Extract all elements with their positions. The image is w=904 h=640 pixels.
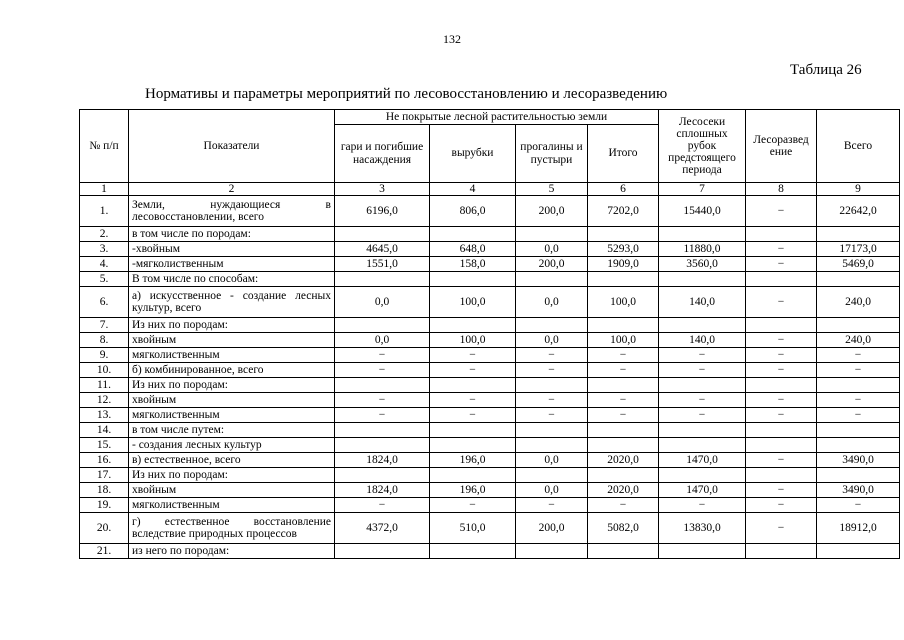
row-value bbox=[588, 438, 659, 453]
row-value bbox=[335, 227, 430, 242]
row-value: 13830,0 bbox=[659, 513, 746, 544]
row-value: − bbox=[335, 348, 430, 363]
table-row bbox=[80, 438, 900, 453]
row-number: 17. bbox=[80, 468, 129, 483]
row-label: мягколиственным bbox=[129, 348, 335, 363]
row-value: 0,0 bbox=[516, 242, 588, 257]
row-value: − bbox=[516, 408, 588, 423]
row-value: − bbox=[746, 408, 817, 423]
row-value: 3490,0 bbox=[817, 483, 900, 498]
row-value: − bbox=[430, 363, 516, 378]
table-row bbox=[80, 468, 900, 483]
row-number: 1. bbox=[80, 196, 129, 227]
column-number: 2 bbox=[129, 183, 335, 196]
row-value: 140,0 bbox=[659, 333, 746, 348]
row-value: 240,0 bbox=[817, 287, 900, 318]
header-unforested-lands: Не покрытые лесной растительностью земли bbox=[335, 110, 659, 125]
table-row bbox=[80, 513, 900, 544]
row-value bbox=[588, 468, 659, 483]
row-value: 1470,0 bbox=[659, 453, 746, 468]
row-value: 5469,0 bbox=[817, 257, 900, 272]
row-value: 5082,0 bbox=[588, 513, 659, 544]
row-value: − bbox=[817, 408, 900, 423]
row-value: − bbox=[746, 453, 817, 468]
row-value: − bbox=[746, 513, 817, 544]
row-value: − bbox=[746, 287, 817, 318]
row-value bbox=[746, 468, 817, 483]
row-value: 196,0 bbox=[430, 483, 516, 498]
row-value bbox=[516, 378, 588, 393]
row-number: 9. bbox=[80, 348, 129, 363]
row-value: 18912,0 bbox=[817, 513, 900, 544]
row-value: 1470,0 bbox=[659, 483, 746, 498]
row-number: 7. bbox=[80, 318, 129, 333]
page-number: 132 bbox=[443, 32, 461, 46]
row-value bbox=[817, 544, 900, 559]
row-value: 4372,0 bbox=[335, 513, 430, 544]
table-row bbox=[80, 196, 900, 227]
row-value bbox=[516, 272, 588, 287]
row-label: хвойным bbox=[129, 393, 335, 408]
table-row bbox=[80, 257, 900, 272]
row-value bbox=[516, 227, 588, 242]
column-number: 8 bbox=[746, 183, 817, 196]
row-value bbox=[588, 272, 659, 287]
row-value bbox=[516, 438, 588, 453]
row-value bbox=[817, 438, 900, 453]
row-number: 11. bbox=[80, 378, 129, 393]
row-value bbox=[817, 378, 900, 393]
row-value: 7202,0 bbox=[588, 196, 659, 227]
row-label: хвойным bbox=[129, 333, 335, 348]
row-label: -мягколиственным bbox=[129, 257, 335, 272]
table-row bbox=[80, 408, 900, 423]
row-value: 200,0 bbox=[516, 196, 588, 227]
header-cuttings: вырубки bbox=[430, 125, 516, 183]
row-label: Из них по породам: bbox=[129, 318, 335, 333]
row-value: − bbox=[659, 363, 746, 378]
row-value: − bbox=[659, 348, 746, 363]
row-value: 17173,0 bbox=[817, 242, 900, 257]
row-value: − bbox=[516, 363, 588, 378]
row-label: г) естественное восстановление вследствие природных процессов bbox=[129, 513, 335, 544]
row-value: − bbox=[588, 348, 659, 363]
row-value: − bbox=[516, 393, 588, 408]
row-value: − bbox=[659, 393, 746, 408]
row-value: − bbox=[588, 363, 659, 378]
row-value bbox=[588, 544, 659, 559]
row-value: − bbox=[335, 498, 430, 513]
row-value bbox=[817, 227, 900, 242]
row-value bbox=[430, 468, 516, 483]
row-value: 0,0 bbox=[516, 333, 588, 348]
table-label: Таблица 26 bbox=[790, 62, 862, 78]
row-value: 806,0 bbox=[430, 196, 516, 227]
row-value: 0,0 bbox=[516, 453, 588, 468]
row-value bbox=[430, 272, 516, 287]
table-caption: Нормативы и параметры мероприятий по лесовосстановлению и лесоразведению bbox=[145, 86, 668, 102]
row-value bbox=[588, 227, 659, 242]
row-value: 2020,0 bbox=[588, 483, 659, 498]
row-value: 100,0 bbox=[430, 287, 516, 318]
row-value: − bbox=[746, 393, 817, 408]
row-value bbox=[335, 468, 430, 483]
row-value: − bbox=[746, 363, 817, 378]
row-value bbox=[335, 318, 430, 333]
row-value bbox=[430, 378, 516, 393]
header-subtotal: Итого bbox=[588, 125, 659, 183]
row-value: 5293,0 bbox=[588, 242, 659, 257]
row-label: Земли, нуждающиеся в лесовосстановлении, всего bbox=[129, 196, 335, 227]
row-value bbox=[335, 438, 430, 453]
table-row bbox=[80, 333, 900, 348]
row-value: 3560,0 bbox=[659, 257, 746, 272]
row-value: 1824,0 bbox=[335, 483, 430, 498]
table-row bbox=[80, 227, 900, 242]
measures-table bbox=[79, 109, 900, 559]
row-value bbox=[335, 423, 430, 438]
row-value: 3490,0 bbox=[817, 453, 900, 468]
row-value: 11880,0 bbox=[659, 242, 746, 257]
row-value: 4645,0 bbox=[335, 242, 430, 257]
row-value: − bbox=[746, 483, 817, 498]
row-label: б) комбинированное, всего bbox=[129, 363, 335, 378]
row-label: Из них по породам: bbox=[129, 378, 335, 393]
row-value: − bbox=[659, 408, 746, 423]
header-clearcuts: Лесосеки сплошных рубок предстоящего периода bbox=[659, 110, 746, 183]
row-number: 12. bbox=[80, 393, 129, 408]
row-label: в) естественное, всего bbox=[129, 453, 335, 468]
row-label: мягколиственным bbox=[129, 408, 335, 423]
row-value bbox=[659, 423, 746, 438]
row-label: в том числе по породам: bbox=[129, 227, 335, 242]
row-label: - создания лесных культур bbox=[129, 438, 335, 453]
row-value: 100,0 bbox=[588, 287, 659, 318]
row-label: В том числе по способам: bbox=[129, 272, 335, 287]
row-value bbox=[659, 272, 746, 287]
row-value: − bbox=[817, 363, 900, 378]
row-number: 16. bbox=[80, 453, 129, 468]
row-value: 15440,0 bbox=[659, 196, 746, 227]
row-label: -хвойным bbox=[129, 242, 335, 257]
row-value bbox=[659, 318, 746, 333]
row-value: − bbox=[430, 498, 516, 513]
row-value: − bbox=[430, 348, 516, 363]
row-value: 140,0 bbox=[659, 287, 746, 318]
header-no: № п/п bbox=[80, 110, 129, 183]
row-value bbox=[659, 227, 746, 242]
table-row bbox=[80, 348, 900, 363]
row-number: 8. bbox=[80, 333, 129, 348]
row-value bbox=[746, 423, 817, 438]
row-value bbox=[817, 468, 900, 483]
row-value bbox=[588, 378, 659, 393]
table-row bbox=[80, 272, 900, 287]
table-row bbox=[80, 453, 900, 468]
row-value: − bbox=[746, 498, 817, 513]
row-value: − bbox=[659, 498, 746, 513]
row-value bbox=[335, 378, 430, 393]
row-value: 0,0 bbox=[335, 333, 430, 348]
row-number: 4. bbox=[80, 257, 129, 272]
row-number: 21. bbox=[80, 544, 129, 559]
header-burns: гари и погибшие насаждения bbox=[335, 125, 430, 183]
row-value: − bbox=[817, 348, 900, 363]
row-value: − bbox=[746, 348, 817, 363]
row-value bbox=[335, 544, 430, 559]
table-row bbox=[80, 287, 900, 318]
row-value bbox=[817, 423, 900, 438]
row-value bbox=[817, 272, 900, 287]
row-value bbox=[430, 438, 516, 453]
row-value bbox=[430, 423, 516, 438]
row-value: − bbox=[817, 393, 900, 408]
row-value: − bbox=[746, 196, 817, 227]
row-number: 2. bbox=[80, 227, 129, 242]
row-label: мягколиственным bbox=[129, 498, 335, 513]
row-value bbox=[746, 272, 817, 287]
table-row bbox=[80, 393, 900, 408]
row-value: 200,0 bbox=[516, 513, 588, 544]
row-value: 1551,0 bbox=[335, 257, 430, 272]
row-number: 18. bbox=[80, 483, 129, 498]
row-value: − bbox=[516, 348, 588, 363]
row-value: 0,0 bbox=[335, 287, 430, 318]
row-value: − bbox=[588, 393, 659, 408]
row-value bbox=[516, 423, 588, 438]
row-number: 13. bbox=[80, 408, 129, 423]
row-value bbox=[516, 468, 588, 483]
row-number: 5. bbox=[80, 272, 129, 287]
table-row bbox=[80, 544, 900, 559]
row-value bbox=[659, 378, 746, 393]
row-number: 20. bbox=[80, 513, 129, 544]
table-row bbox=[80, 363, 900, 378]
row-label: Из них по породам: bbox=[129, 468, 335, 483]
row-label: в том числе путем: bbox=[129, 423, 335, 438]
header-indicators: Показатели bbox=[129, 110, 335, 183]
header-all: Всего bbox=[817, 110, 900, 183]
column-number: 7 bbox=[659, 183, 746, 196]
row-value: 1824,0 bbox=[335, 453, 430, 468]
row-value bbox=[659, 438, 746, 453]
row-value bbox=[659, 544, 746, 559]
row-value bbox=[430, 318, 516, 333]
row-value: − bbox=[335, 408, 430, 423]
row-value: − bbox=[430, 393, 516, 408]
row-number: 3. bbox=[80, 242, 129, 257]
row-number: 14. bbox=[80, 423, 129, 438]
row-value: − bbox=[516, 498, 588, 513]
row-value: − bbox=[335, 393, 430, 408]
row-value bbox=[588, 318, 659, 333]
row-value: 240,0 bbox=[817, 333, 900, 348]
column-number: 5 bbox=[516, 183, 588, 196]
column-number: 9 bbox=[817, 183, 900, 196]
row-value bbox=[430, 544, 516, 559]
table-row bbox=[80, 483, 900, 498]
row-value bbox=[746, 544, 817, 559]
row-value: − bbox=[746, 242, 817, 257]
table-row bbox=[80, 378, 900, 393]
row-value bbox=[746, 378, 817, 393]
row-value: 6196,0 bbox=[335, 196, 430, 227]
row-value: − bbox=[746, 257, 817, 272]
row-value bbox=[335, 272, 430, 287]
row-value: 22642,0 bbox=[817, 196, 900, 227]
row-label: а) искусственное - создание лесных культур, всего bbox=[129, 287, 335, 318]
row-value: − bbox=[746, 333, 817, 348]
row-value bbox=[430, 227, 516, 242]
row-number: 19. bbox=[80, 498, 129, 513]
row-value bbox=[516, 318, 588, 333]
row-value bbox=[588, 423, 659, 438]
column-number: 3 bbox=[335, 183, 430, 196]
row-value: 510,0 bbox=[430, 513, 516, 544]
table-row bbox=[80, 242, 900, 257]
row-value: 0,0 bbox=[516, 483, 588, 498]
row-value bbox=[516, 544, 588, 559]
header-glades: прогалины и пустыри bbox=[516, 125, 588, 183]
row-value: 158,0 bbox=[430, 257, 516, 272]
table-row bbox=[80, 423, 900, 438]
row-value bbox=[746, 438, 817, 453]
column-number-row bbox=[80, 183, 900, 196]
row-value: 648,0 bbox=[430, 242, 516, 257]
row-value: − bbox=[588, 498, 659, 513]
row-number: 6. bbox=[80, 287, 129, 318]
row-value bbox=[817, 318, 900, 333]
row-value: 200,0 bbox=[516, 257, 588, 272]
row-value bbox=[659, 468, 746, 483]
row-value: − bbox=[588, 408, 659, 423]
row-value: 0,0 bbox=[516, 287, 588, 318]
row-value: − bbox=[817, 498, 900, 513]
row-value: − bbox=[430, 408, 516, 423]
column-number: 6 bbox=[588, 183, 659, 196]
table-row bbox=[80, 318, 900, 333]
row-value: 100,0 bbox=[430, 333, 516, 348]
row-value: 1909,0 bbox=[588, 257, 659, 272]
table-row bbox=[80, 498, 900, 513]
row-number: 15. bbox=[80, 438, 129, 453]
row-value: − bbox=[335, 363, 430, 378]
row-value: 2020,0 bbox=[588, 453, 659, 468]
row-value bbox=[746, 318, 817, 333]
column-number: 4 bbox=[430, 183, 516, 196]
column-number: 1 bbox=[80, 183, 129, 196]
row-value: 196,0 bbox=[430, 453, 516, 468]
row-value bbox=[746, 227, 817, 242]
header-afforestation: Лесоразвед ение bbox=[746, 110, 817, 183]
row-label: хвойным bbox=[129, 483, 335, 498]
row-value: 100,0 bbox=[588, 333, 659, 348]
row-label: из него по породам: bbox=[129, 544, 335, 559]
row-number: 10. bbox=[80, 363, 129, 378]
